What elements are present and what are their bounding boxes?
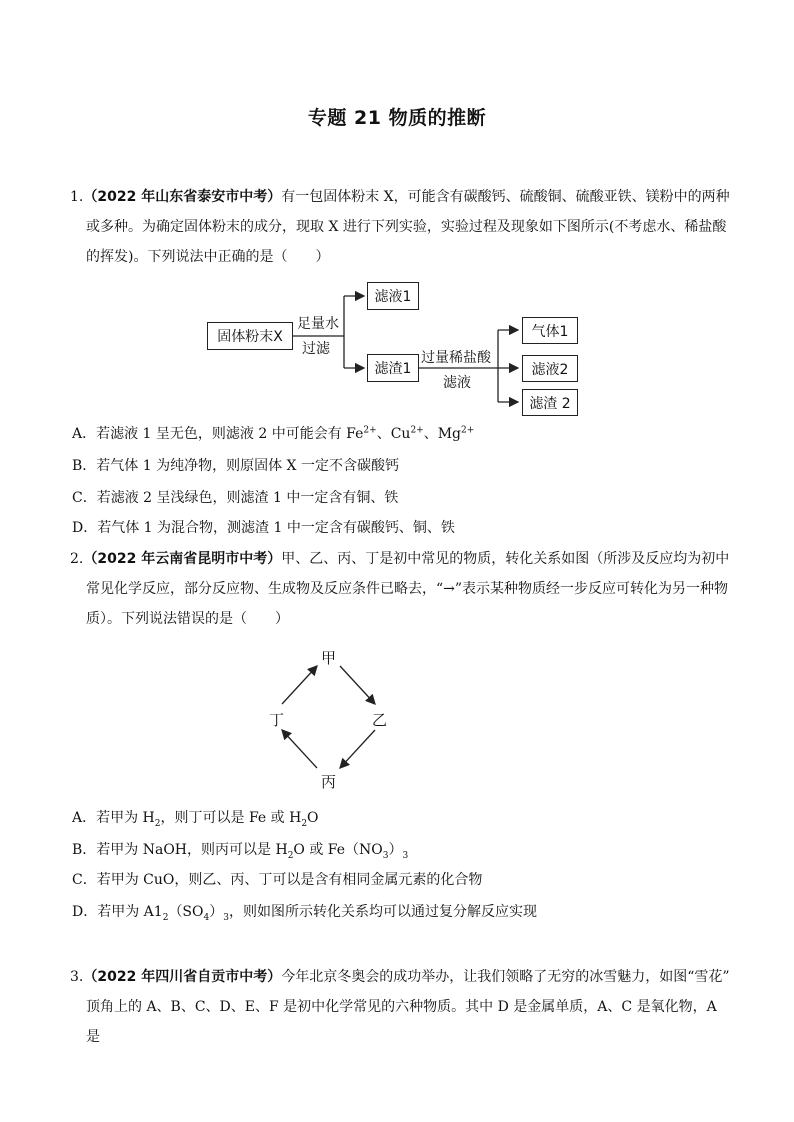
question-source: （2022 年云南省昆明市中考）: [83, 551, 282, 567]
question-line: 今年北京冬奥会的成功举办，让我们领略了无穷的冰雪魅力，如图“雪花”: [281, 969, 730, 985]
option-text: ，则丁可以是 Fe 或 H: [160, 810, 302, 826]
option-text: B．若甲为 NaOH，则丙可以是 H: [72, 842, 288, 858]
option-text: O 或 Fe（NO: [293, 842, 383, 858]
option-text: 、Mg: [423, 426, 462, 442]
subscript: 2: [162, 912, 169, 923]
q2-option-d: [72, 902, 732, 922]
question-3-text: [70, 962, 730, 1052]
node-yi: 乙: [372, 711, 388, 729]
option-text: ，则如图所示转化关系均可以通过复分解反应实现: [228, 904, 537, 920]
subscript: 2: [301, 818, 308, 829]
box-filtrate-1: 滤液1: [367, 282, 419, 310]
option-text: ）: [209, 904, 224, 920]
question-line: 有一包固体粉末 X，可能含有碳酸钙、硫酸铜、硫酸亚铁、镁粉中的两种: [281, 189, 730, 205]
option-text: 、Cu: [376, 426, 411, 442]
subscript: 2: [154, 818, 161, 829]
option-text: （SO: [168, 904, 204, 920]
q1-option-c: C．若滤液 2 呈浅绿色，则滤渣 1 中一定含有铜、铁: [72, 490, 399, 506]
box-solid-powder-x: 固体粉末X: [207, 322, 293, 350]
question-line: 质）。下列说法错误的是（ ）: [86, 611, 289, 627]
q2-option-b: [72, 840, 732, 860]
subscript: 3: [382, 850, 389, 861]
superscript: 2+: [461, 425, 475, 436]
superscript: 2+: [363, 425, 377, 436]
subscript: 4: [203, 912, 210, 923]
question-source: （2022 年山东省泰安市中考）: [83, 189, 282, 205]
box-residue-1: 滤渣1: [367, 354, 419, 382]
page-title: 专题 21 物质的推断: [307, 107, 487, 129]
box-residue-2: 滤渣 2: [522, 389, 578, 416]
option-text: A．若甲为 H: [72, 810, 155, 826]
question-number: 2.: [70, 551, 84, 567]
question-number: 3.: [70, 969, 84, 985]
question-line: 甲、乙、丙、丁是初中常见的物质，转化关系如图（所涉及反应均为初中: [281, 551, 730, 567]
question-source: （2022 年四川省自贡市中考）: [83, 969, 282, 985]
question-line: 顶角上的 A、B、C、D、E、F 是初中化学常见的六种物质。其中 D 是金属单质，A、C 是氧化物，A 是: [86, 999, 717, 1045]
question-line: 的挥发)。下列说法中正确的是（ ）: [86, 249, 330, 265]
option-text: ）: [388, 842, 403, 858]
q1-option-b: B．若气体 1 为纯净物，则原固体 X 一定不含碳酸钙: [72, 458, 399, 474]
option-text: O: [307, 810, 319, 826]
node-bing: 丙: [321, 773, 337, 791]
superscript: 2+: [410, 425, 424, 436]
q2-option-c: C．若甲为 CuO，则乙、丙、丁可以是含有相同金属元素的化合物: [72, 872, 483, 888]
question-number: 1.: [70, 189, 84, 205]
q1-option-d: D．若气体 1 为混合物，测滤渣 1 中一定含有碳酸钙、铜、铁: [72, 520, 455, 536]
option-text: D．若甲为 A1: [72, 904, 163, 920]
label-acid-step: 过量稀盐酸: [421, 350, 491, 366]
q2-option-a: [72, 808, 732, 828]
subscript: 2: [287, 850, 294, 861]
label-water-step: 足量水: [297, 316, 339, 332]
subscript: 3: [223, 912, 229, 923]
option-text: A．若滤液 1 呈无色，则滤液 2 中可能会有 Fe: [72, 426, 364, 442]
node-ding: 丁: [269, 711, 285, 729]
box-filtrate-2: 滤液2: [522, 355, 578, 382]
box-gas-1: 气体1: [522, 317, 578, 344]
subscript: 3: [402, 850, 409, 861]
question-line: 常见化学反应，部分反应物、生成物及反应条件已略去，“→”表示某种物质经一步反应可转化为另一种物: [86, 581, 729, 597]
label-filtrate-step: 滤液: [443, 375, 471, 391]
question-line: 或多种。为确定固体粉末的成分，现取 X 进行下列实验，实验过程及现象如下图所示(不考虑水、稀盐酸: [86, 219, 727, 235]
node-jia: 甲: [321, 649, 337, 667]
label-filter-step: 过滤: [302, 341, 330, 357]
